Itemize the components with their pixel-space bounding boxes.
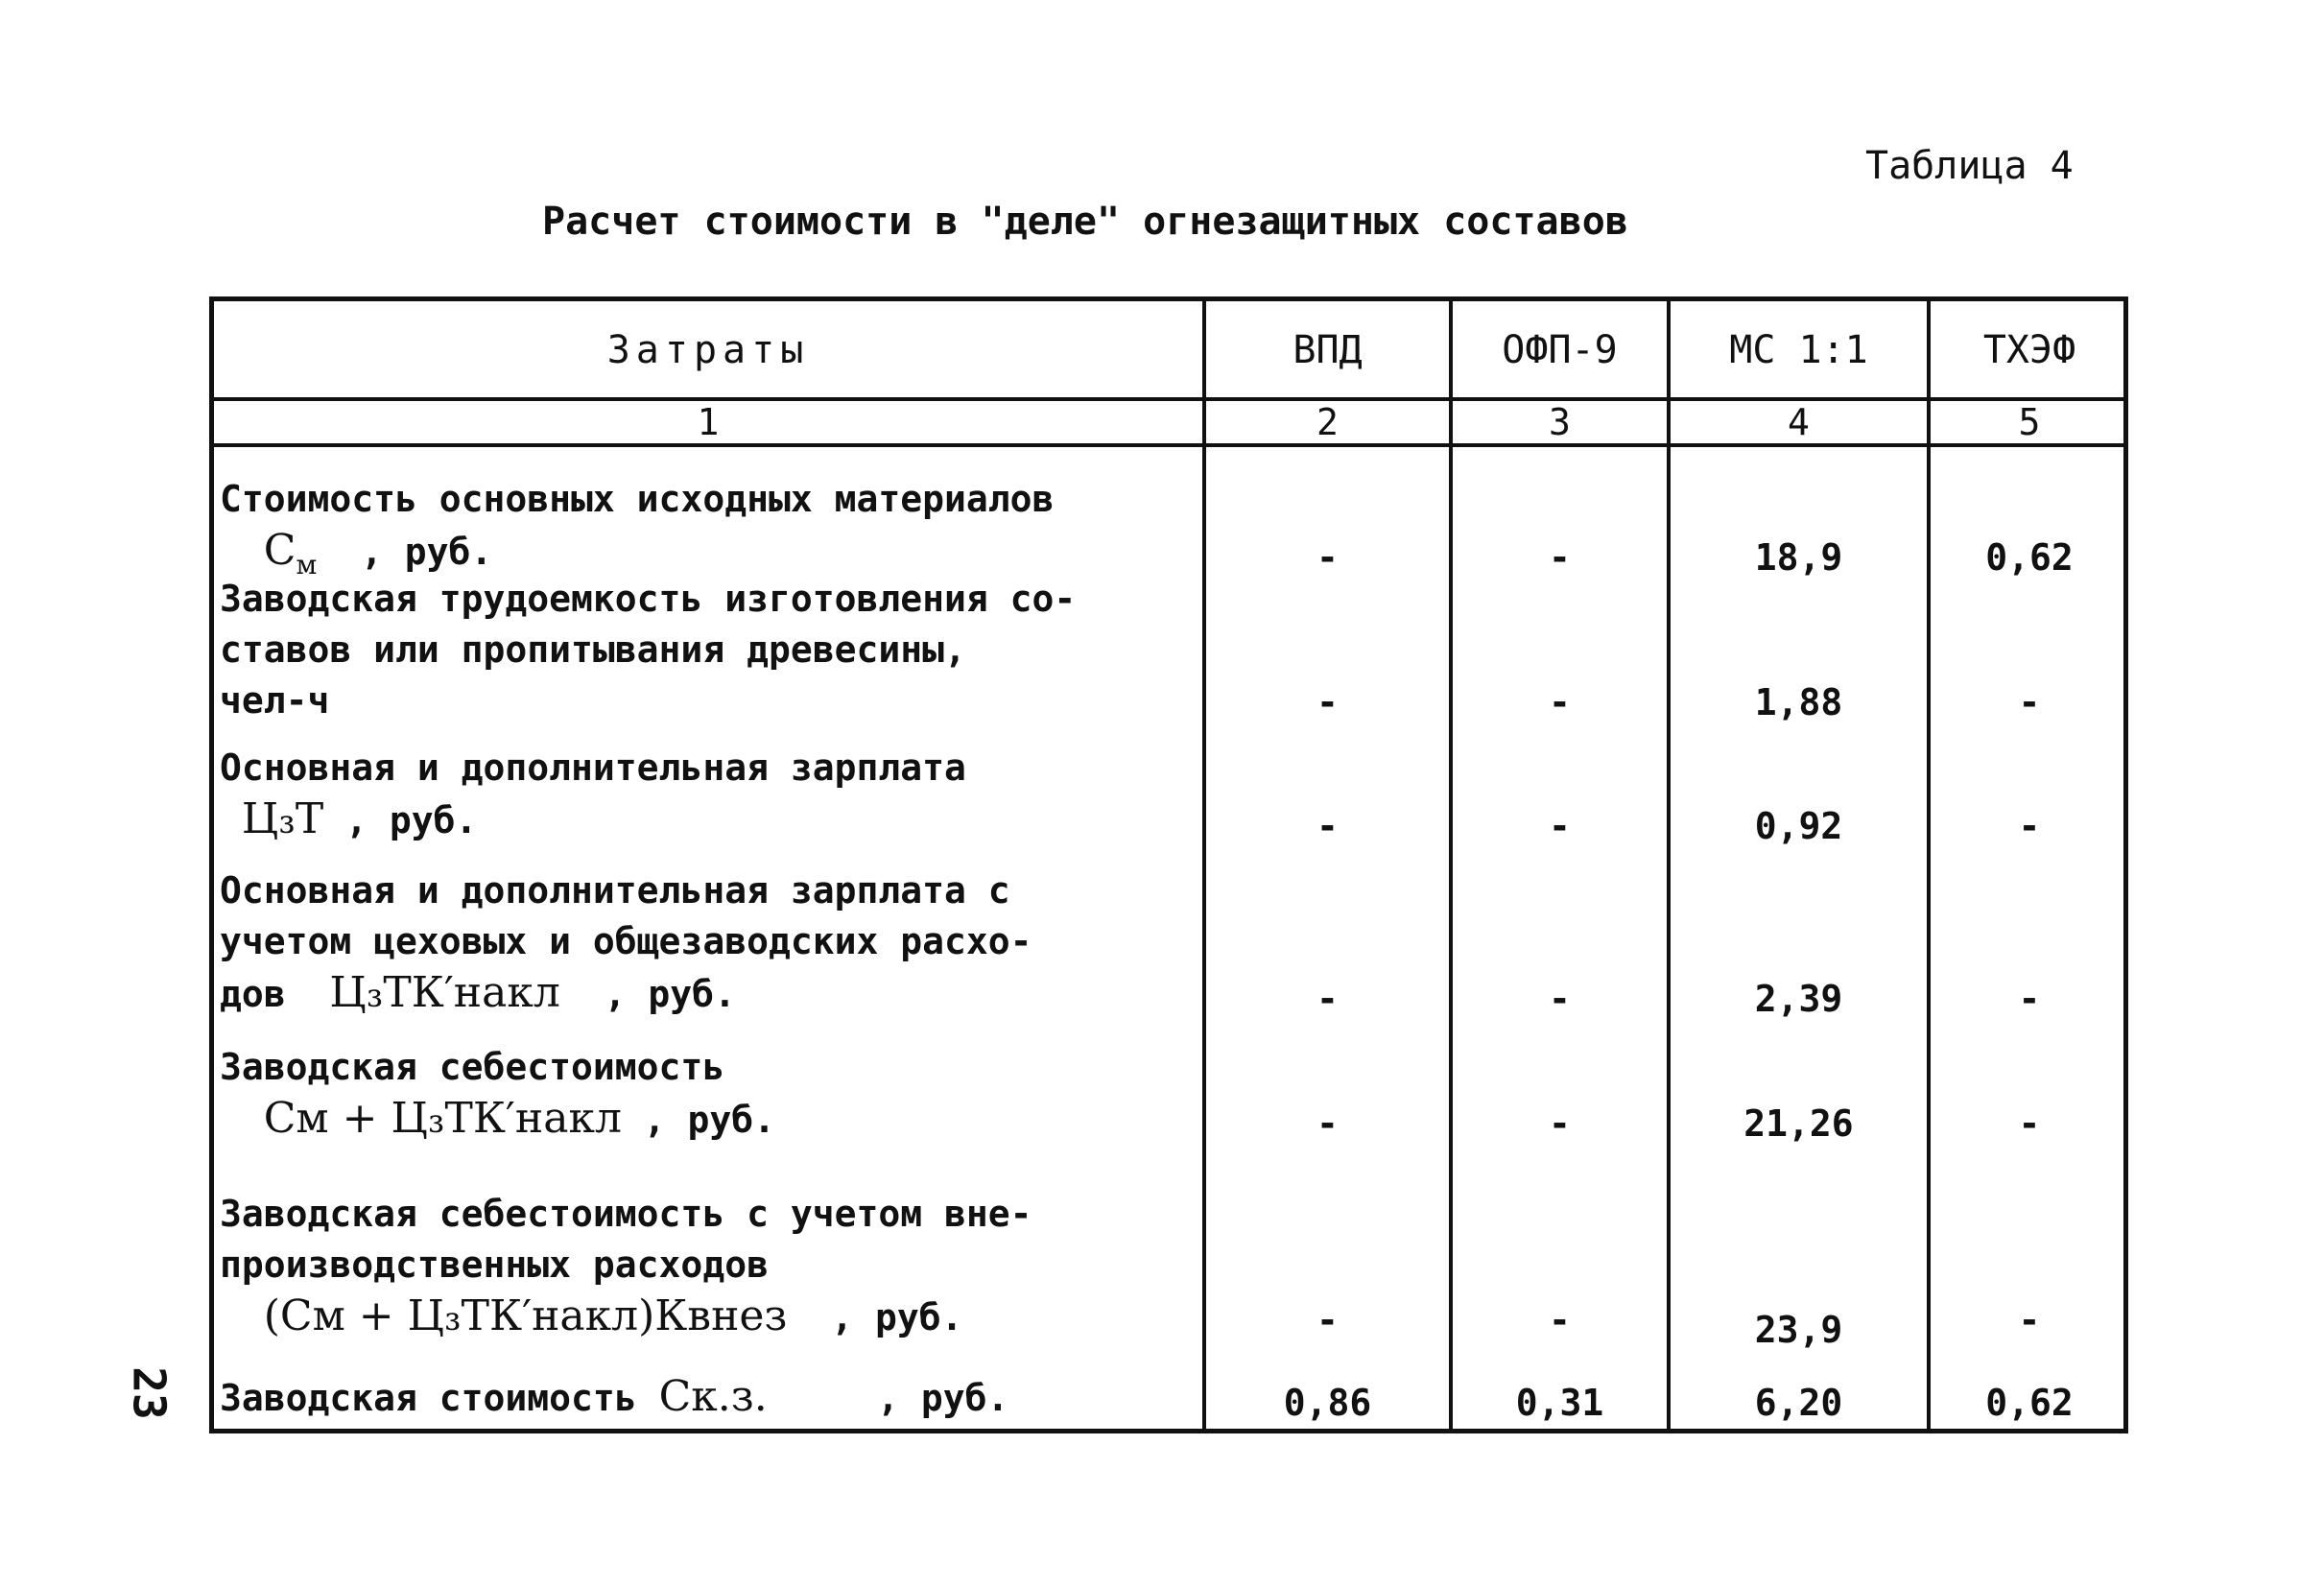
col-number-3: 3 — [1549, 401, 1571, 443]
row-value: - — [1316, 681, 1339, 723]
numbers-divider — [214, 443, 2123, 447]
row-value: - — [1316, 1102, 1339, 1145]
row-text: Основная и дополнительная зарплата Ц₃Т , руб. — [220, 746, 966, 843]
table-title: Расчет стоимости в "деле" огнезащитных составов — [542, 200, 1628, 244]
row-value: 0,31 — [1515, 1382, 1604, 1424]
page-number: 23 — [123, 1366, 176, 1420]
col-number-2: 2 — [1316, 401, 1339, 443]
col-divider-3 — [1667, 301, 1671, 1429]
row-value: 18,9 — [1754, 536, 1843, 579]
row-text: Основная и дополнительная зарплата с учетом цеховых и общезаводских расхо- дов Ц₃ТК′накл , руб. — [220, 869, 1032, 1017]
row-text: Стоимость основных исходных материалов $С_м$ , руб. — [220, 478, 1055, 580]
row-value: - — [1549, 1299, 1571, 1341]
row-text: Заводская трудоемкость изготовления со- ставов или пропитывания древесины, чел-ч — [220, 578, 1077, 722]
row-value: - — [1549, 805, 1571, 847]
row-value: 0,62 — [1985, 536, 2074, 579]
header-ofp9: ОФП-9 — [1502, 328, 1618, 372]
row-text: Заводская себестоимость См + Ц₃ТК′накл , руб. — [220, 1046, 776, 1143]
col-divider-4 — [1927, 301, 1931, 1429]
col-number-5: 5 — [2018, 401, 2041, 443]
row-value: - — [1549, 978, 1571, 1020]
row-value: - — [2018, 681, 2041, 723]
col-divider-1 — [1202, 301, 1206, 1429]
row-value: 2,39 — [1754, 978, 1843, 1020]
row-value: 0,86 — [1283, 1382, 1372, 1424]
row-value: - — [1316, 978, 1339, 1020]
row-value: - — [1549, 1102, 1571, 1145]
row-value: - — [2018, 978, 2041, 1020]
row-value: 0,62 — [1985, 1382, 2074, 1424]
row-value: - — [1316, 1299, 1339, 1341]
col-number-1: 1 — [697, 401, 720, 443]
row-value: 21,26 — [1743, 1102, 1854, 1145]
col-divider-2 — [1449, 301, 1453, 1429]
row-value: - — [1316, 805, 1339, 847]
row-text: Заводская себестоимость с учетом вне- производственных расходов (См + Ц₃ТК′накл)Квнез , руб. — [220, 1193, 1032, 1340]
row-value: 23,9 — [1754, 1309, 1843, 1351]
header-ms: МС 1:1 — [1729, 328, 1868, 372]
row-text: Заводская стоимость Ск.з. , руб. — [220, 1372, 1009, 1421]
row-value: - — [1316, 536, 1339, 579]
cost-table — [209, 296, 2128, 1433]
header-vpd: ВПД — [1292, 328, 1363, 372]
row-value: 6,20 — [1754, 1382, 1843, 1424]
row-value: - — [1549, 681, 1571, 723]
col-number-4: 4 — [1788, 401, 1810, 443]
row-value: 0,92 — [1754, 805, 1843, 847]
row-value: - — [2018, 805, 2041, 847]
row-value: 1,88 — [1754, 681, 1843, 723]
header-txef: ТХЭФ — [1982, 328, 2076, 372]
header-costs: Затраты — [606, 328, 810, 372]
row-value: - — [1549, 536, 1571, 579]
row-value: - — [2018, 1102, 2041, 1145]
row-value: - — [2018, 1299, 2041, 1341]
table-number: Таблица 4 — [1865, 144, 2074, 188]
